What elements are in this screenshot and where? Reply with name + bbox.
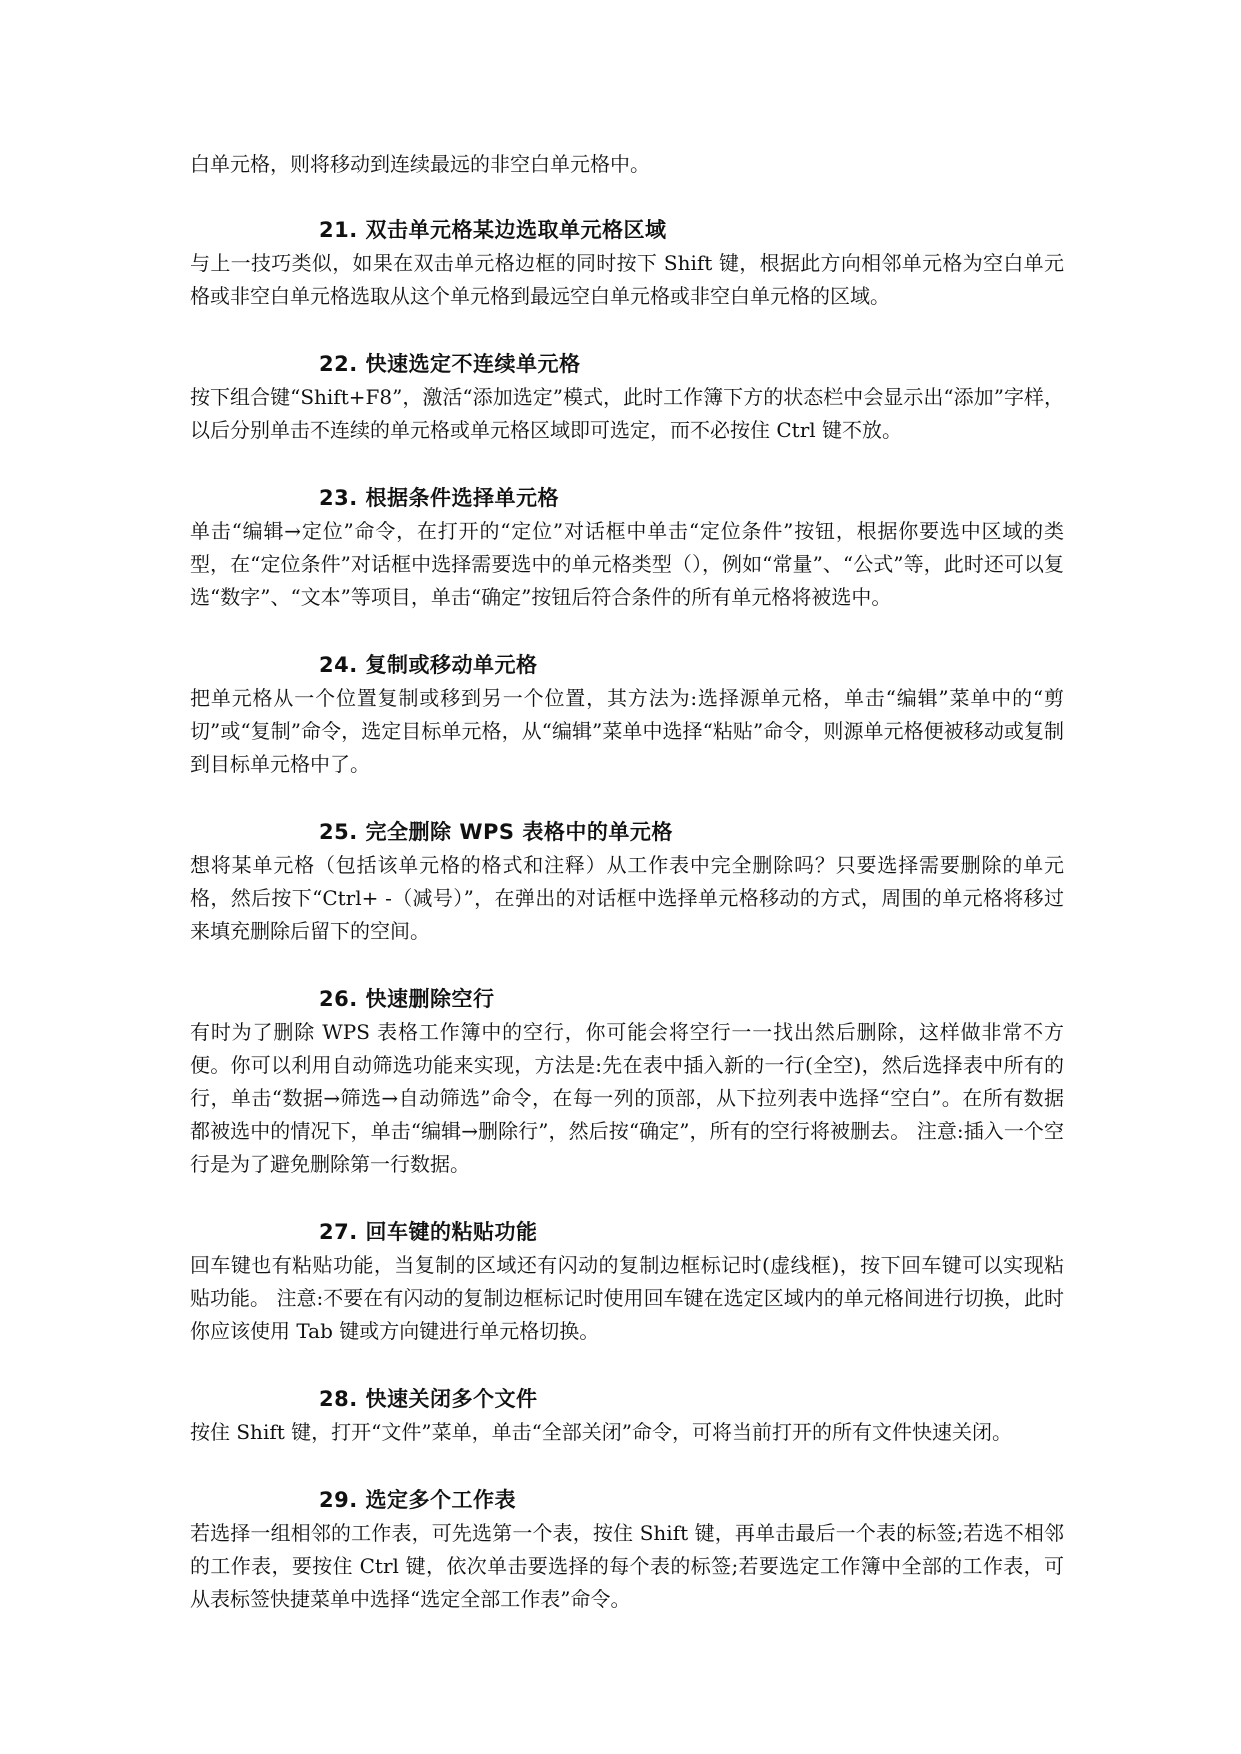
document-page (190, 148, 1064, 1652)
section-28 (190, 1384, 1064, 1449)
section-23 (190, 483, 1064, 614)
section-title: 27. 回车键的粘贴功能 (319, 1220, 538, 1244)
section-title: 22. 快速选定不连续单元格 (319, 352, 581, 376)
section-24 (190, 650, 1064, 781)
section-body: 把单元格从一个位置复制或移到另一个位置，其方法为:选择源单元格，单击“编辑”菜单中的“剪切”或“复制”命令，选定目标单元格，从“编辑”菜单中选择“粘贴”命令，则源单元格便被移动或复制到目标单元格中了。 (190, 686, 1064, 776)
section-body: 与上一技巧类似，如果在双击单元格边框的同时按下 Shift 键，根据此方向相邻单元格为空白单元格或非空白单元格选取从这个单元格到最远空白单元格或非空白单元格的区域。 (190, 251, 1064, 308)
section-body: 按下组合键“Shift+F8”，激活“添加选定”模式，此时工作簿下方的状态栏中会显示出“添加”字样，以后分别单击不连续的单元格或单元格区域即可选定，而不必按住 Ctrl 键不放。 (190, 385, 1064, 442)
section-body: 回车键也有粘贴功能，当复制的区域还有闪动的复制边框标记时(虚线框)，按下回车键可以实现粘贴功能。 注意:不要在有闪动的复制边框标记时使用回车键在选定区域内的单元格间进行切换，此时你应该使用 Tab 键或方向键进行单元格切换。 (190, 1253, 1064, 1343)
section-title: 23. 根据条件选择单元格 (319, 486, 560, 510)
section-title: 24. 复制或移动单元格 (319, 653, 538, 677)
section-27 (190, 1217, 1064, 1348)
section-title: 29. 选定多个工作表 (319, 1488, 517, 1512)
section-body: 想将某单元格（包括该单元格的格式和注释）从工作表中完全删除吗？只要选择需要删除的单元格，然后按下“Ctrl+ -（减号）”，在弹出的对话框中选择单元格移动的方式，周围的单元格将移过来填充删除后留下的空间。 (190, 853, 1064, 943)
section-title: 25. 完全删除 WPS 表格中的单元格 (319, 820, 673, 844)
section-body: 若选择一组相邻的工作表，可先选第一个表，按住 Shift 键，再单击最后一个表的标签;若选不相邻的工作表，要按住 Ctrl 键，依次单击要选择的每个表的标签;若要选定工作簿中全部的工作表，可从表标签快捷菜单中选择“选定全部工作表”命令。 (190, 1521, 1064, 1611)
section-21 (190, 215, 1064, 313)
section-29 (190, 1485, 1064, 1616)
section-25 (190, 817, 1064, 948)
intro-paragraph: 白单元格，则将移动到连续最远的非空白单元格中。 (190, 152, 650, 176)
section-26 (190, 984, 1064, 1181)
section-body: 单击“编辑→定位”命令，在打开的“定位”对话框中单击“定位条件”按钮，根据你要选中区域的类型，在“定位条件”对话框中选择需要选中的单元格类型（），例如“常量”、“公式”等，此时还可以复选“数字”、“文本”等项目，单击“确定”按钮后符合条件的所有单元格将被选中。 (190, 519, 1064, 609)
section-body: 按住 Shift 键，打开“文件”菜单，单击“全部关闭”命令，可将当前打开的所有文件快速关闭。 (190, 1420, 1013, 1444)
section-title: 28. 快速关闭多个文件 (319, 1387, 538, 1411)
section-22 (190, 349, 1064, 447)
section-title: 26. 快速删除空行 (319, 987, 495, 1011)
section-body: 有时为了删除 WPS 表格工作簿中的空行，你可能会将空行一一找出然后删除，这样做非常不方便。你可以利用自动筛选功能来实现，方法是:先在表中插入新的一行(全空)，然后选择表中所有的行，单击“数据→筛选→自动筛选”命令，在每一列的顶部，从下拉列表中选择“空白”。在所有数据都被选中的情况下，单击“编辑→删除行”，然后按“确定”，所有的空行将被删去。 注意:插入一个空行是为了避免删除第一行数据。 (190, 1020, 1064, 1176)
section-title: 21. 双击单元格某边选取单元格区域 (319, 218, 667, 242)
